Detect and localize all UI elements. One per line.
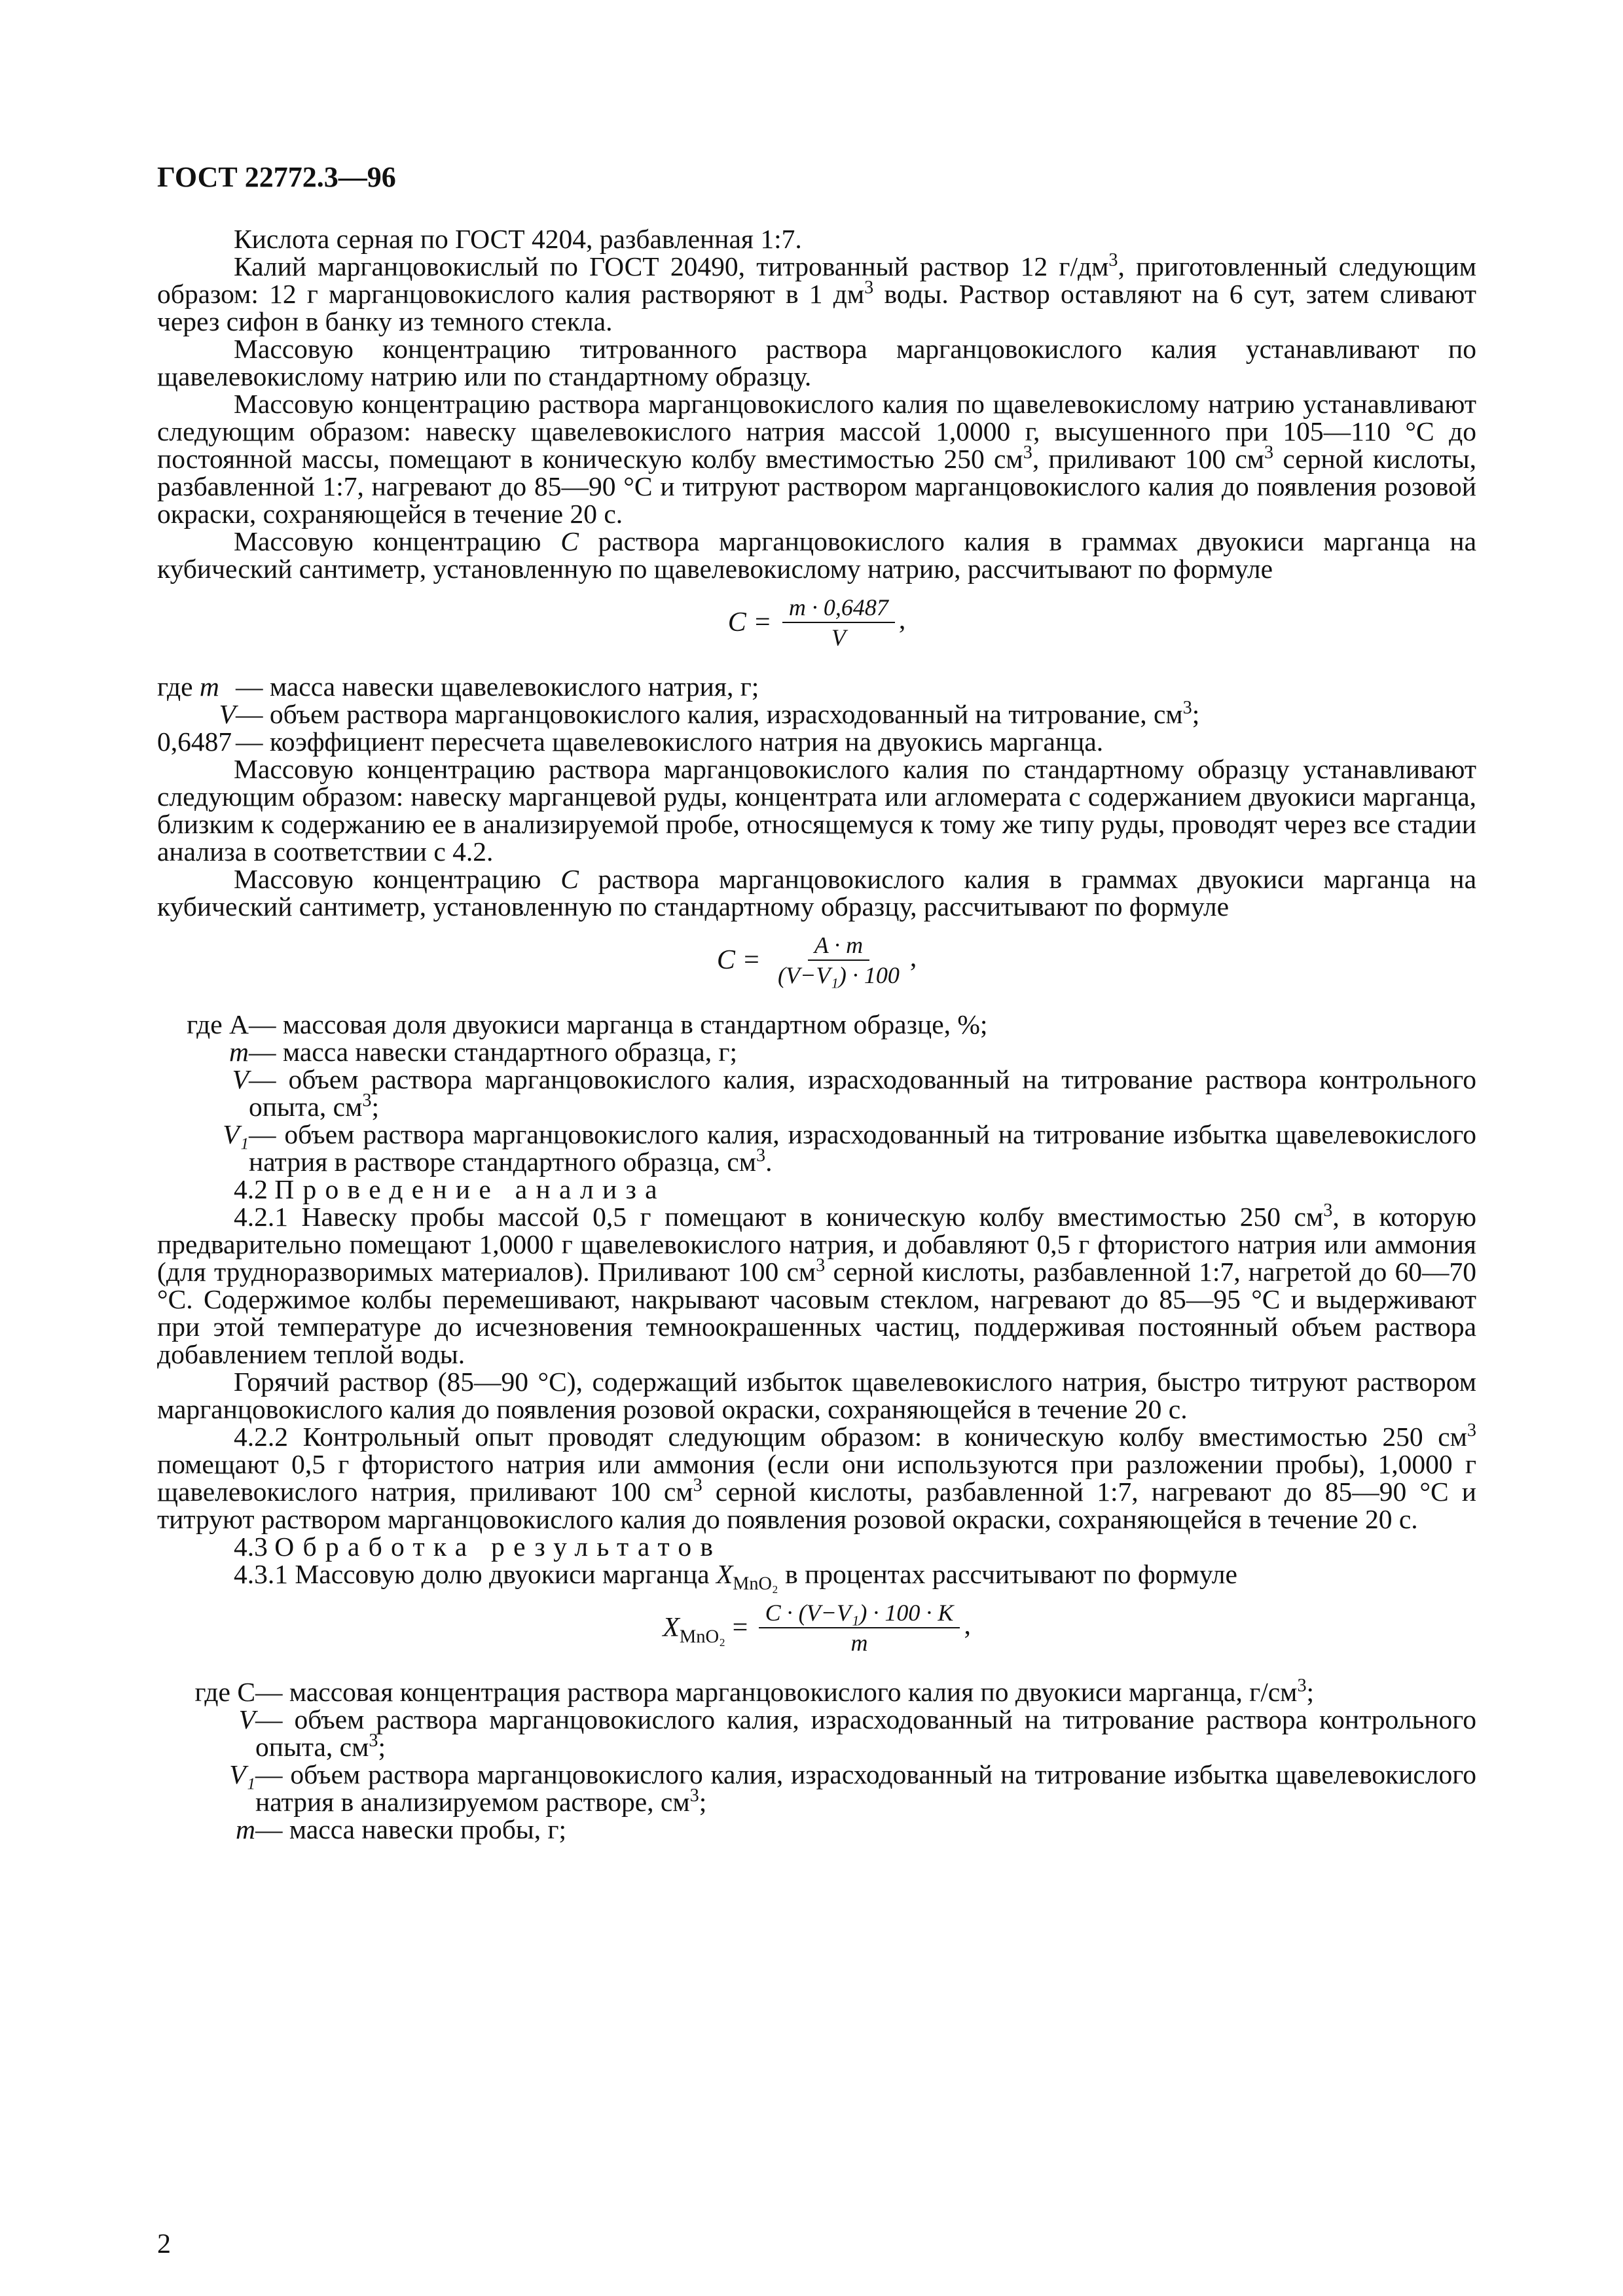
paragraph-formula1-intro: Массовую концентрацию C раствора марганцовокислого калия в граммах двуокиси марганца на кубический сантиметр, установленную по щавелевокислому натрию, рассчитывают по формуле [157,526,1476,584]
formula-3: $X_{MnO_2}$ = $\frac{\text{C · (V−V₁) · 100 · K}}{m}$ , [663,1600,971,1656]
paragraph-oxalate: Массовую концентрацию раствора марганцовокислого калия по щавелевокислому натрию устанавливают следующим образом: навеску щавелевокислого натрия массой 1,0000 г, высушенного при 105—110 °С до постоянной массы, помещают в коническую колбу вместимостью 250 $см^3$, приливают 100 $см^3$ серной кислоты, разбавленной 1:7, нагревают до 85—90 °С и титруют раствором марганцовокислого калия до появления розовой окраски, сохраняющейся в течение 20 с. [157,389,1476,529]
paragraph-4-3-1: 4.3.1 Массовую долю двуокиси марганца $X_{MnO_2}$ в процентах рассчитывают по формуле [234,1559,1237,1594]
formula-2-fraction: $\frac{A \cdot m}{\text{(V−V₁) · 100}}$ [778,932,900,988]
paragraph-4-2-1: 4.2.1 Навеску пробы массой 0,5 г помещают в коническую колбу вместимостью 250 $см^3$, в которую предварительно помещают 1,0000 г щавелевокислого натрия, и добавляют 0,5 г фтористого натрия или аммония (для трудноразворимых материалов). Приливают 100 $см^3$ серной кислоты, разбавленной 1:7, нагретой до 60—70 °С. Содержимое колбы перемешивают, накрывают часовым стеклом, нагревают до 85—95 °С и выдерживают при этой температуре до исчезновения темноокрашенных частиц, поддерживая постоянный объем раствора добавлением теплой воды. [157,1200,1477,1369]
definition-item: V — объем раствора марганцовокислого калия, израсходованный на титрование раствора контрольного опыта, $см^3$; [232,1064,1476,1122]
definition-item: V — объем раствора марганцовокислого калия, израсходованный на титрование, $см^3$; [219,698,1200,729]
definition-item: V₁ — объем раствора марганцовокислого калия, израсходованный на титрование избытка щавелевокислого натрия в растворе стандартного образца, $см^3$. [223,1119,1476,1177]
formula-1-fraction: $\frac{m \cdot 0,6487}{V}$ [782,594,895,651]
definition-item: V — объем раствора марганцовокислого калия, израсходованный на титрование раствора контрольного опыта, $см^3$; [238,1704,1476,1762]
paragraph-4-2-2: 4.2.2 Контрольный опыт проводят следующим образом: в коническую колбу вместимостью 250 $см^3$ помещают 0,5 г фтористого натрия или аммония (если они используются при разложении пробы), 1,0000 г щавелевокислого натрия, приливают 100 $см^3$ серной кислоты, разбавленной 1:7, нагревают до 85—90 °С и титруют раствором марганцовокислого калия до появления розовой окраски, сохраняющейся в течение 20 с. [157,1420,1476,1534]
formula-1: C = $\frac{m \cdot 0,6487}{V}$ , [727,594,906,651]
paragraph-standard: Массовую концентрацию раствора марганцовокислого калия по стандартному образцу устанавливают следующим образом: навеску марганцевой руды, концентрата или агломерата с содержанием двуокиси марганца, близким к содержанию ее в анализируемой пробе, относящемуся к тому же типу руды, проводят через все стадии анализа в соответствии с 4.2. [157,754,1476,867]
definition-item: m — масса навески пробы, г; [236,1814,567,1844]
document-header: ГОСТ 22772.3—96 [157,161,396,193]
formula-2: C = $\frac{A \cdot m}{\text{(V−V₁) · 100}}$ , [716,932,917,988]
definition-item: где C — массовая концентрация раствора марганцовокислого калия по двуокиси марганца, $г/см^3$; [194,1676,1315,1707]
definitions-2 [157,1011,1476,1175]
definition-item: где m — масса навески щавелевокислого натрия, г; [157,672,759,702]
definitions-1 [157,673,1476,755]
section-4-3-heading: 4.3 Обработка результатов [234,1532,722,1562]
definitions-3 [157,1678,1476,1843]
definition-item: m — масса навески стандартного образца, г; [229,1037,738,1067]
paragraph-formula2-intro: Массовую концентрацию C раствора марганцовокислого калия в граммах двуокиси марганца на кубический сантиметр, установленную по стандартному образцу, рассчитывают по формуле [157,864,1476,922]
formula-3-fraction: $\frac{\text{C · (V−V₁) · 100 · K}}{m}$ [759,1600,960,1656]
paragraph-kmno4: Калий марганцовокислый по ГОСТ 20490, титрованный раствор 12 $г/дм^3$, приготовленный следующим образом: 12 г марганцовокислого калия растворяют в 1 $дм^3$ воды. Раствор оставляют на 6 сут, затем сливают через сифон в банку из темного стекла. [157,250,1477,336]
paragraph-acid: Кислота серная по ГОСТ 4204, разбавленная 1:7. [234,224,802,254]
definition-item: 0,6487 — коэффициент пересчета щавелевокислого натрия на двуокись марганца. [157,726,1104,757]
document-page [157,161,1477,1844]
section-4-2-heading: 4.2 Проведение анализа [234,1174,666,1204]
definition-item: V₁ — объем раствора марганцовокислого калия, израсходованный на титрование избытка щавелевокислого натрия в анализируемом растворе, $см^3$; [229,1759,1476,1817]
paragraph-hot-solution: Горячий раствор (85—90 °С), содержащий избыток щавелевокислого натрия, быстро титруют раствором марганцовокислого калия до появления розовой окраски, сохраняющейся в течение 20 с. [157,1367,1476,1424]
definition-item: где A — массовая доля двуокиси марганца в стандартном образце, %; [187,1009,988,1039]
paragraph-conc-intro: Массовую концентрацию титрованного раствора марганцовокислого калия устанавливают по щавелевокислому натрию или по стандартному образцу. [157,334,1476,391]
page-number: 2 [157,2229,171,2259]
